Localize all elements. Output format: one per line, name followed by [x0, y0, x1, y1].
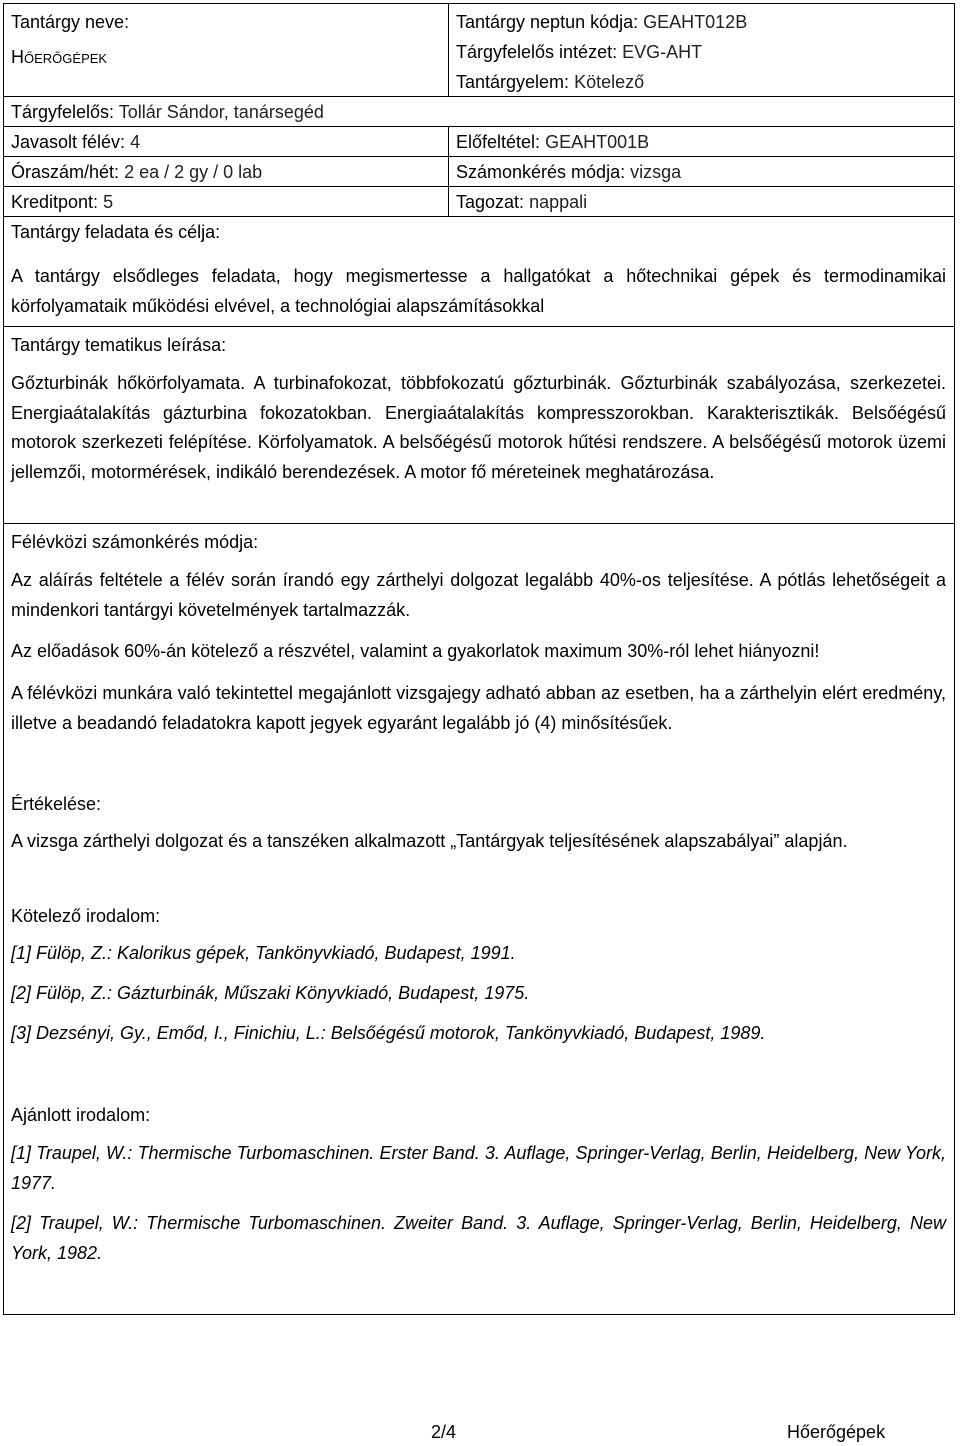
section-cell: [449, 187, 954, 216]
recommended-literature-heading: Ajánlott irodalom:: [11, 1105, 151, 1125]
section-value: nappali: [529, 192, 588, 212]
details-row: [4, 524, 954, 1314]
responsible-value: Tollár Sándor, tanársegéd: [118, 102, 324, 122]
neptun-code-label: Tantárgy neptun kódja:: [456, 12, 639, 32]
prerequisite-cell: [449, 127, 954, 156]
required-literature-item: [2] Fülöp, Z.: Gázturbinák, Műszaki Könyvkiadó, Budapest, 1975.: [11, 983, 530, 1003]
semester-label: Javasolt félév:: [11, 132, 126, 152]
hours-cell: [4, 157, 449, 186]
responsible-label: Tárgyfelelős:: [11, 102, 115, 122]
prerequisite-value: GEAHT001B: [545, 132, 650, 152]
goal-text: A tantárgy elsődleges feladata, hogy megismertesse a hallgatókat a hőtechnikai gépek és termodinamikai körfolyamataik működési elvével, a technológiai alapszámításokkal: [11, 266, 946, 316]
header-row-credit: [4, 187, 954, 217]
institute-value: EVG-AHT: [622, 42, 703, 62]
course-sheet: [3, 3, 955, 1315]
exam-label: Számonkérés módja:: [456, 162, 626, 182]
goal-row: [4, 217, 954, 327]
header-row-semester: [4, 127, 954, 157]
section-label: Tagozat:: [456, 192, 525, 212]
thematic-text: Gőzturbinák hőkörfolyamata. A turbinafokozat, többfokozatú gőzturbinák. Gőzturbinák szabályozása, szerkezetei. Energiaátalakítás gázturbina fokozatokban. Energiaátalakítás kompresszorokban. Karakterisztikák. Belsőégésű motorok szerkezeti felépítése. Körfolyamatok. A belsőégésű motorok hűtési rendszere. A belsőégésű motorok üzemi jellemzői, motormérések, indikáló berendezések. A motor fő méreteinek meghatározása.: [11, 373, 946, 482]
credit-label: Kreditpont:: [11, 192, 99, 212]
header-row-hours: [4, 157, 954, 187]
credit-line: [11, 187, 442, 217]
midterm-heading: Félévközi számonkérés módja:: [11, 532, 259, 552]
midterm-paragraph-2: Az előadások 60%-án kötelező a részvétel, valamint a gyakorlatok maximum 30%-ról lehet hiányozni!: [11, 641, 820, 661]
evaluation-heading: Értékelése:: [11, 794, 102, 814]
midterm-paragraph-1: Az aláírás feltétele a félév során írandó egy zárthelyi dolgozat legalább 40%-os teljesítése. A pótlás lehetőségeit a mindenkori tantárgyi követelmények tartalmazzák.: [11, 570, 946, 620]
recommended-literature-item: [2] Traupel, W.: Thermische Turbomaschinen. Zweiter Band. 3. Auflage, Springer-Verlag, Berlin, Heidelberg, New York, 1982.: [11, 1213, 946, 1263]
footer-title: Hőerőgépek: [787, 1422, 886, 1442]
hours-label: Óraszám/hét:: [11, 162, 120, 182]
thematic-row: [4, 327, 954, 524]
exam-value: vizsga: [630, 162, 682, 182]
institute-label: Tárgyfelelős intézet:: [456, 42, 618, 62]
credit-cell: [4, 187, 449, 216]
required-literature-item: [3] Dezsényi, Gy., Emőd, I., Finichiu, L.: Belsőégésű motorok, Tankönyvkiadó, Budapest, 1989.: [11, 1023, 766, 1043]
subject-codes-cell: [449, 4, 954, 96]
prerequisite-line: [456, 127, 948, 157]
required-literature-item: [1] Fülöp, Z.: Kalorikus gépek, Tankönyvkiadó, Budapest, 1991.: [11, 943, 516, 963]
neptun-code-value: GEAHT012B: [643, 12, 748, 32]
evaluation-text: A vizsga zárthelyi dolgozat és a tanszéken alkalmazott „Tantárgyak teljesítésének alapszabályai” alapján.: [11, 831, 848, 851]
subject-name-cell: [4, 4, 449, 96]
semester-value: 4: [130, 132, 141, 152]
prerequisite-label: Előfeltétel:: [456, 132, 541, 152]
element-label: Tantárgyelem:: [456, 72, 570, 92]
thematic-heading: Tantárgy tematikus leírása:: [11, 335, 227, 355]
midterm-paragraph-3: A félévközi munkára való tekintettel megajánlott vizsgajegy adható abban az esetben, ha a zárthelyin elért eredmény, illetve a beadandó feladatokra kapott jegyek egyaránt legalább jó (4) minősítésűek.: [11, 683, 946, 733]
exam-cell: [449, 157, 954, 186]
credit-value: 5: [103, 192, 114, 212]
neptun-code-line: [456, 7, 948, 37]
header-row-subject: [4, 4, 954, 97]
subject-name-label: Tantárgy neve:: [11, 12, 130, 32]
required-literature-heading: Kötelező irodalom:: [11, 906, 161, 926]
element-value: Kötelező: [574, 72, 645, 92]
page-number: 2/4: [431, 1422, 457, 1442]
hours-value: 2 ea / 2 gy / 0 lab: [124, 162, 263, 182]
subject-name-value: Hőerőgépek: [11, 47, 108, 67]
header-row-responsible: [4, 97, 954, 127]
hours-line: [11, 157, 442, 187]
element-line: [456, 67, 948, 97]
semester-cell: [4, 127, 449, 156]
responsible-line: [11, 97, 948, 127]
recommended-literature-item: [1] Traupel, W.: Thermische Turbomaschinen. Erster Band. 3. Auflage, Springer-Verlag, Berlin, Heidelberg, New York, 1977.: [11, 1143, 946, 1193]
exam-line: [456, 157, 948, 187]
section-line: [456, 187, 948, 217]
institute-line: [456, 37, 948, 67]
semester-line: [11, 127, 442, 157]
task-label: Tantárgy feladata és célja:: [11, 222, 221, 242]
